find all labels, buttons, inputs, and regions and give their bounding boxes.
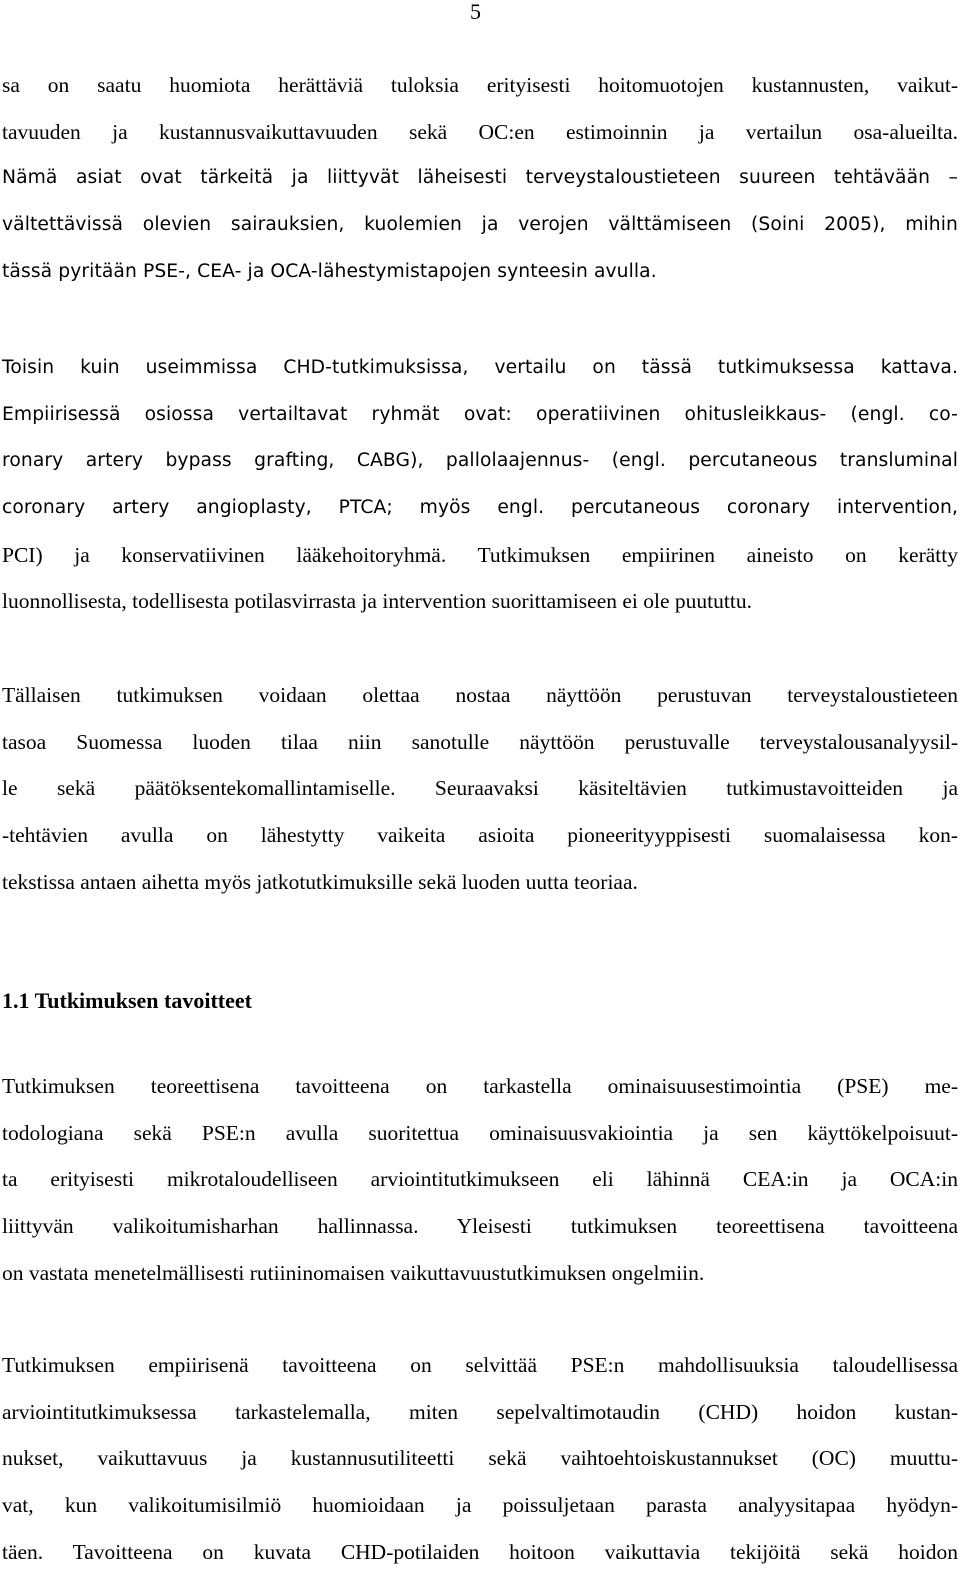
text-line: Tutkimuksen empiirisenä tavoitteena on selvittää PSE:n mahdollisuuksia taloudellisessa	[2, 1353, 958, 1377]
text-line: tekstissa antaen aihetta myös jatkotutkimuksille sekä luoden uutta teoriaa.	[2, 869, 638, 894]
text-line: Toisin kuin useimmissa CHD-tutkimuksissa, vertailu on tässä tutkimuksessa kattava.	[2, 357, 958, 378]
paragraph-2	[2, 345, 958, 625]
text-line: ronary artery bypass grafting, CABG), pallolaajennus- (engl. percutaneous transluminal	[2, 450, 958, 472]
text-line: tässä pyritään PSE-, CEA- ja OCA-lähestymistapojen synteesin avulla.	[2, 260, 657, 282]
text-line: vältettävissä olevien sairauksien, kuolemien ja verojen välttämiseen (Soini 2005), mihin	[2, 214, 958, 236]
text-line: liittyvän valikoitumisharhan hallinnassa. Yleisesti tutkimuksen teoreettisena tavoitteena	[2, 1214, 958, 1239]
text-line: nukset, vaikuttavuus ja kustannusutiliteetti sekä vaihtoehtoiskustannukset (OC) muuttu-	[2, 1446, 958, 1471]
text-line: Empiirisessä osiossa vertailtavat ryhmät ovat: operatiivinen ohitusleikkaus- (engl. co-	[2, 403, 958, 425]
section-paragraph-2	[2, 1342, 958, 1575]
page-number: 5	[470, 0, 481, 24]
text-line: Nämä asiat ovat tärkeitä ja liittyvät läheisesti terveystaloustieteen suureen tehtävään –	[2, 167, 958, 189]
text-line: ta erityisesti mikrotaloudelliseen arviointitutkimukseen eli lähinnä CEA:in ja OCA:in	[2, 1167, 958, 1192]
section-paragraph-1	[2, 1063, 958, 1296]
text-line: vat, kun valikoitumisilmiö huomioidaan ja poissuljetaan parasta analyysitapaa hyödyn-	[2, 1493, 958, 1518]
text-line: arviointitutkimuksessa tarkastelemalla, miten sepelvaltimotaudin (CHD) hoidon kustan-	[2, 1399, 958, 1424]
text-line: täen. Tavoitteena on kuvata CHD-potilaiden hoitoon vaikuttavia tekijöitä sekä hoidon	[2, 1539, 958, 1564]
paragraph-1	[2, 62, 958, 295]
text-line: tasoa Suomessa luoden tilaa niin sanotulle näyttöön perustuvalle terveystalousanalyysil-	[2, 729, 958, 754]
text-line: Tällaisen tutkimuksen voidaan olettaa nostaa näyttöön perustuvan terveystaloustieteen	[2, 683, 958, 707]
text-line: sa on saatu huomiota herättäviä tuloksia erityisesti hoitomuotojen kustannusten, vaikut-	[2, 73, 958, 97]
section-heading: 1.1 Tutkimuksen tavoitteet	[2, 988, 252, 1013]
text-line: le sekä päätöksentekomallintamiselle. Seuraavaksi käsiteltävien tutkimustavoitteiden ja	[2, 776, 958, 801]
text-line: on vastata menetelmällisesti rutiininomaisen vaikuttavuustutkimuksen ongelmiin.	[2, 1260, 705, 1285]
text-line: luonnollisesta, todellisesta potilasvirrasta ja intervention suorittamiseen ei ole puututtu.	[2, 589, 752, 614]
text-line: -tehtävien avulla on lähestytty vaikeita asioita pioneerityyppisesti suomalaisessa kon-	[2, 823, 958, 848]
text-line: coronary artery angioplasty, PTCA; myös engl. percutaneous coronary intervention,	[2, 497, 958, 519]
text-line: PCI) ja konservatiivinen lääkehoitoryhmä. Tutkimuksen empiirinen aineisto on kerätty	[2, 542, 958, 567]
text-line: Tutkimuksen teoreettisena tavoitteena on tarkastella ominaisuusestimointia (PSE) me-	[2, 1074, 958, 1098]
text-line: tavuuden ja kustannusvaikuttavuuden sekä OC:en estimoinnin ja vertailun osa-alueilta.	[2, 119, 958, 144]
paragraph-3	[2, 672, 958, 905]
text-line: todologiana sekä PSE:n avulla suoritettua ominaisuusvakiointia ja sen käyttökelpoisuut-	[2, 1120, 958, 1145]
